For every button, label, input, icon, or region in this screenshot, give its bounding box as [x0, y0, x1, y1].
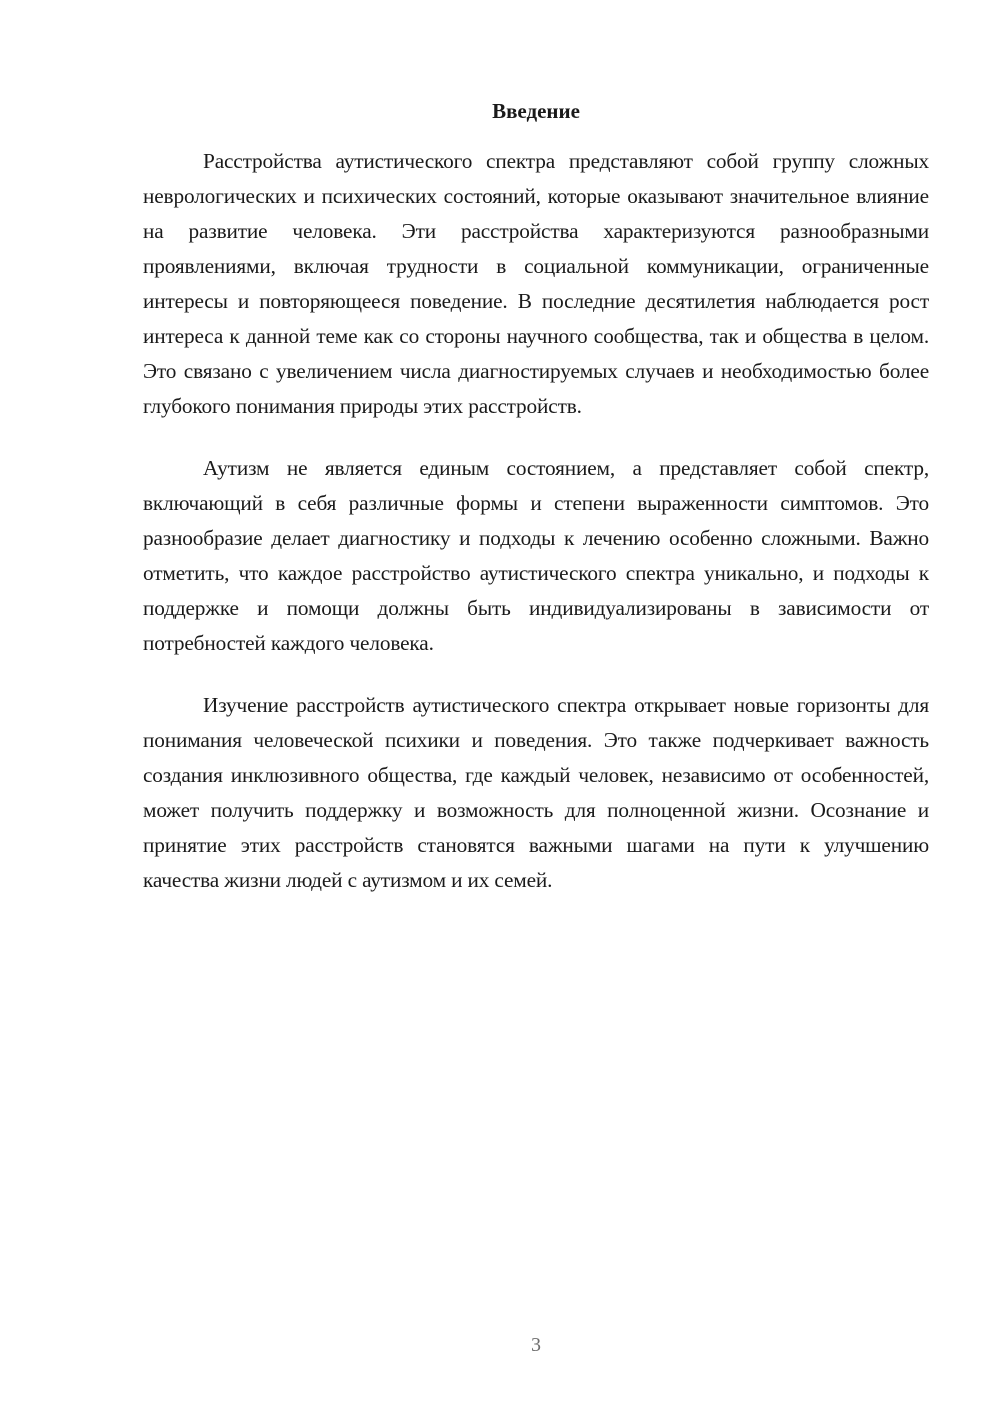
page-content — [143, 96, 929, 925]
page-number: 3 — [531, 1334, 541, 1356]
paragraph-3: Изучение расстройств аутистического спектра открывает новые горизонты для понимания человеческой психики и поведения. Это также подчеркивает важность создания инклюзивного общества, где каждый человек, независимо от особенностей, может получить поддержку и возможность для полноценной жизни. Осознание и принятие этих расстройств становятся важными шагами на пути к улучшению качества жизни людей с аутизмом и их семей. — [143, 693, 929, 892]
section-heading: Введение — [492, 99, 580, 123]
paragraph-1: Расстройства аутистического спектра представляют собой группу сложных неврологических и психических состояний, которые оказывают значительное влияние на развитие человека. Эти расстройства характеризуются разнообразными проявлениями, включая трудности в социальной коммуникации, ограниченные интересы и повторяющееся поведение. В последние десятилетия наблюдается рост интереса к данной теме как со стороны научного сообщества, так и общества в целом. Это связано с увеличением числа диагностируемых случаев и необходимостью более глубокого понимания природы этих расстройств. — [143, 149, 929, 418]
paragraph-2: Аутизм не является единым состоянием, а представляет собой спектр, включающий в себя различные формы и степени выраженности симптомов. Это разнообразие делает диагностику и подходы к лечению особенно сложными. Важно отметить, что каждое расстройство аутистического спектра уникально, и подходы к поддержке и помощи должны быть индивидуализированы в зависимости от потребностей каждого человека. — [143, 456, 929, 655]
